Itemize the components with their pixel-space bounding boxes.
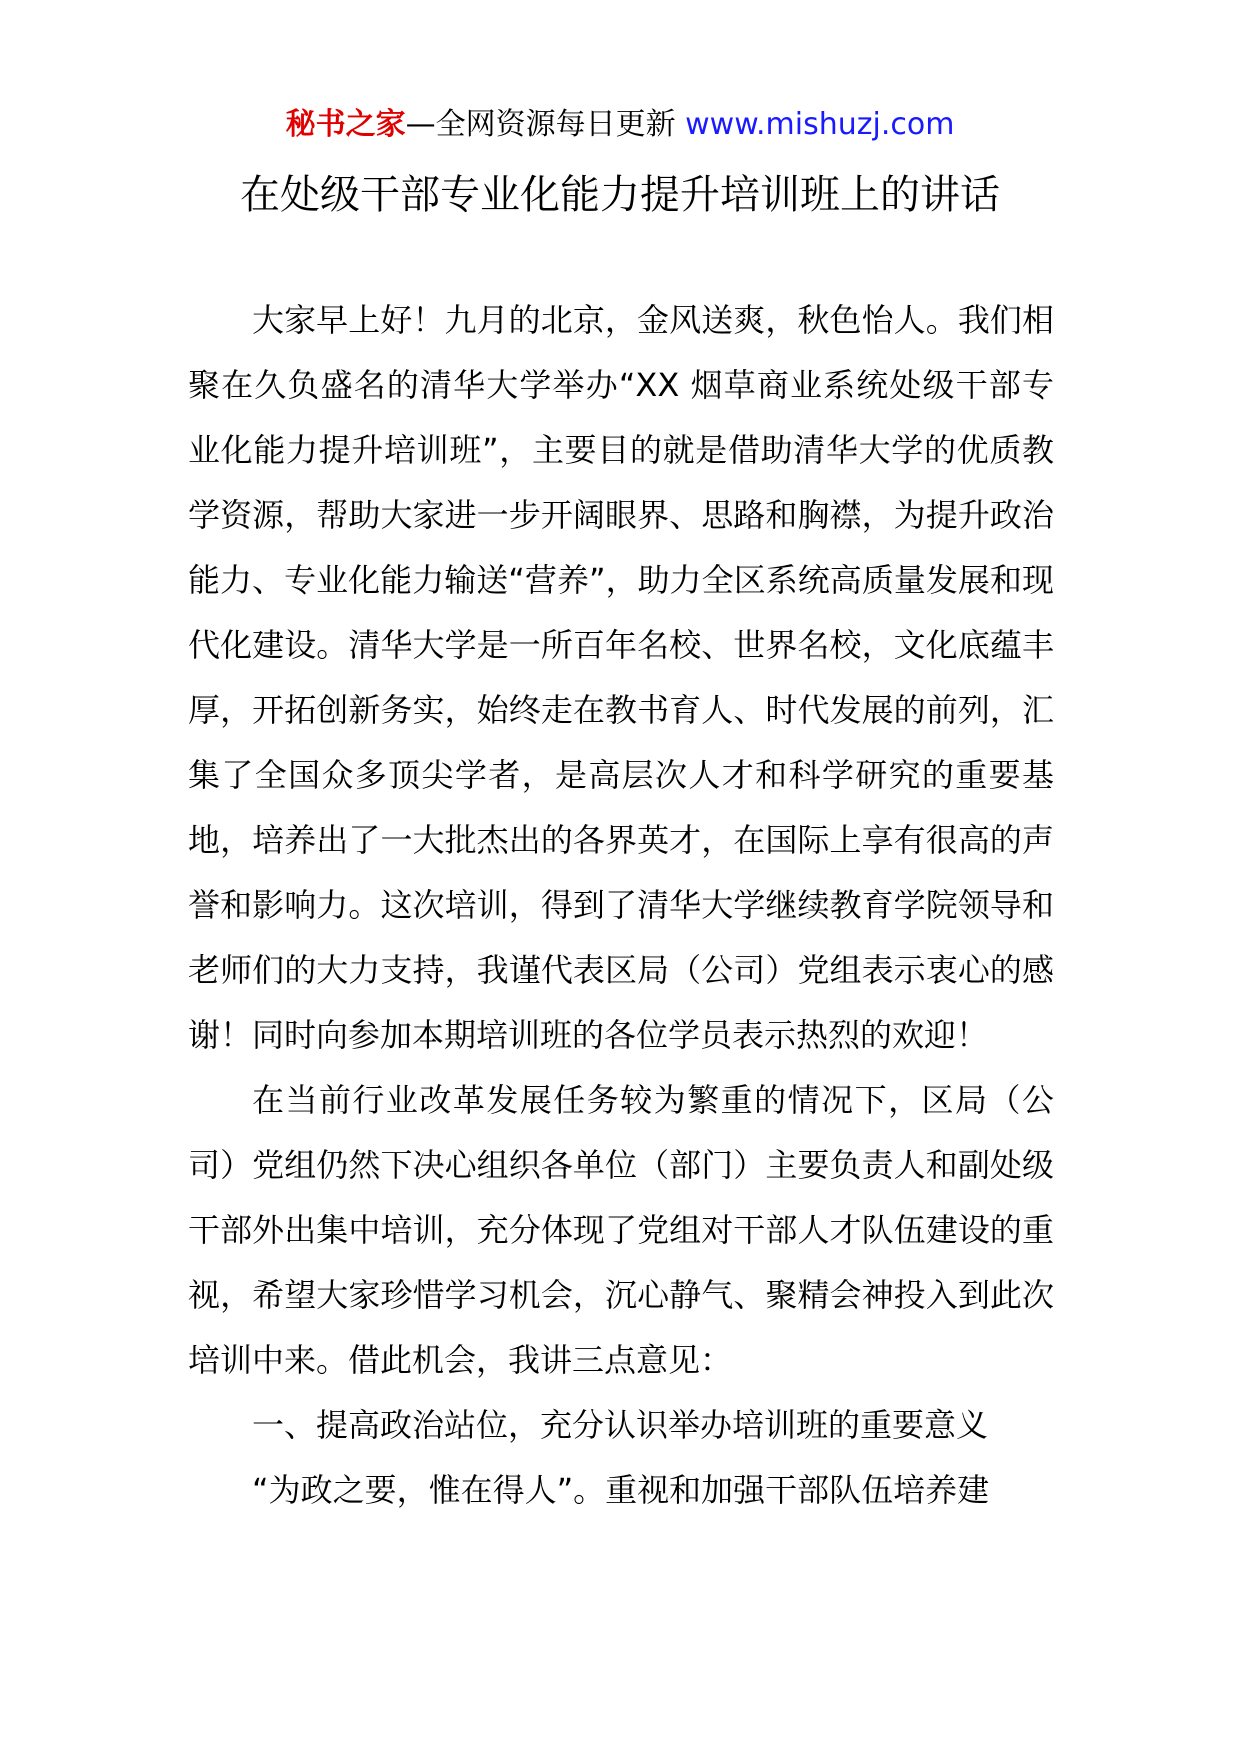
body-paragraph: “为政之要，惟在得人”。重视和加强干部队伍培养建: [252, 1471, 990, 1509]
body-paragraph: 大家早上好！九月的北京，金风送爽，秋色怡人。我们相聚在久负盛名的清华大学举办“XX 烟草商业系统处级干部专业化能力提升培训班”，主要目的就是借助清华大学的优质教学资源，帮助大家进一步开阔眼界、思路和胸襟，为提升政治能力、专业化能力输送“营养”，助力全区系统高质量发展和现代化建设。清华大学是一所百年名校、世界名校，文化底蕴丰厚，开拓创新务实，始终走在教书育人、时代发展的前列，汇集了全国众多顶尖学者，是高层次人才和科学研究的重要基地，培养出了一大批杰出的各界英才，在国际上享有很高的声誉和影响力。这次培训，得到了清华大学继续教育学院领导和老师们的大力支持，我谨代表区局（公司）党组表示衷心的感谢！同时向参加本期培训班的各位学员表示热烈的欢迎！: [188, 301, 1054, 1054]
document-body: [188, 288, 1054, 1523]
site-header: [0, 100, 1240, 150]
body-paragraph: 在当前行业改革发展任务较为繁重的情况下，区局（公司）党组仍然下决心组织各单位（部门）主要负责人和副处级干部外出集中培训，充分体现了党组对干部人才队伍建设的重视，希望大家珍惜学习机会，沉心静气、聚精会神投入到此次培训中来。借此机会，我讲三点意见：: [188, 1081, 1054, 1379]
brand-name: 秘书之家: [285, 107, 406, 142]
section-heading: 一、提高政治站位，充分认识举办培训班的重要意义: [252, 1406, 989, 1444]
document-title: 在处级干部专业化能力提升培训班上的讲话: [240, 172, 1000, 218]
site-url-link[interactable]: www.mishuzj.com: [685, 107, 955, 142]
site-tagline: —全网资源每日更新: [405, 107, 676, 142]
